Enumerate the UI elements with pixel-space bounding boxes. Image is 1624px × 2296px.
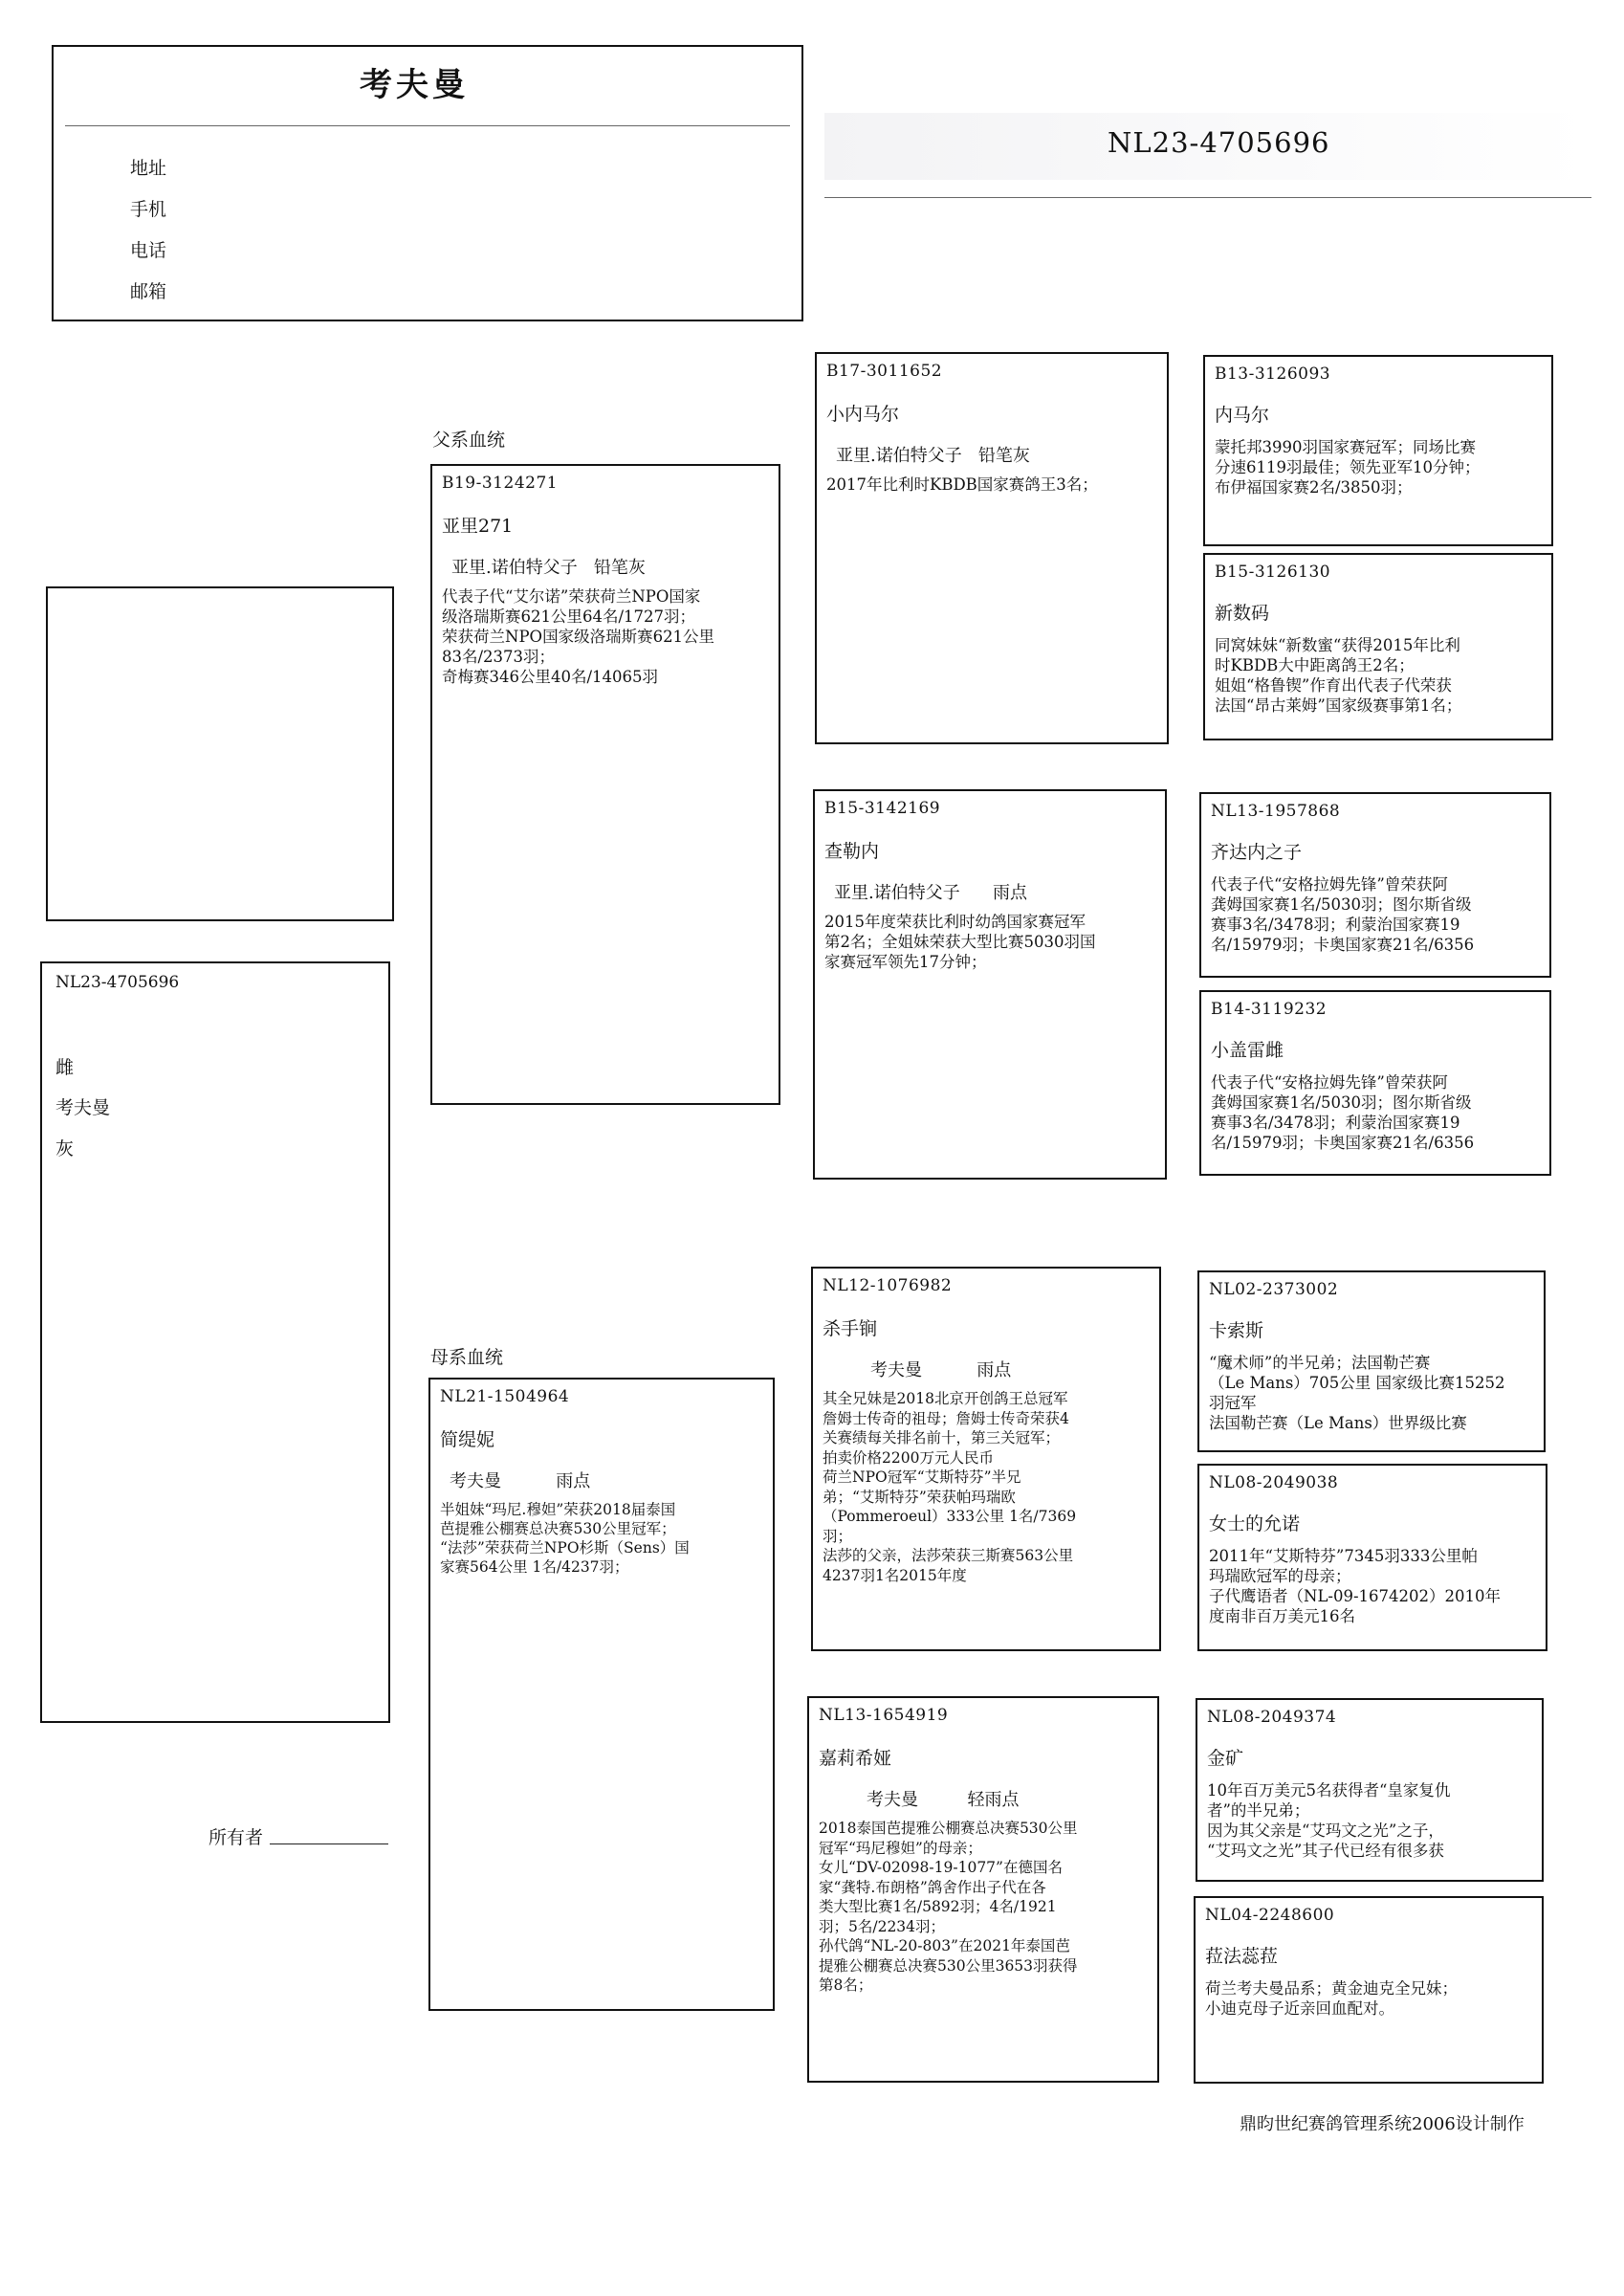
ddd-ring: NL04-2248600 [1205, 1906, 1335, 1925]
dam-sire-box [811, 1267, 1161, 1651]
sire-line-label: 父系血统 [432, 430, 506, 451]
bird-info-box [40, 961, 390, 1723]
sire-description: 代表子代“艾尔诺”荣获荷兰NPO国家 级洛瑞斯赛621公里64名/1727羽； 荣获荷兰NPO国家级洛瑞斯赛621公里 83名/2373羽； 奇梅赛346公里40名/14065羽 [442, 587, 715, 686]
photo-box [46, 586, 394, 921]
phone-label: 电话 [130, 240, 167, 261]
owner-signature-label: 所有者 [208, 1827, 264, 1848]
sire-dam-name: 查勒内 [824, 841, 880, 862]
dam-dam-sire-box [1196, 1698, 1544, 1882]
dam-sire-dam-box [1197, 1464, 1547, 1651]
sire-ring: B19-3124271 [442, 474, 559, 493]
mobile-label: 手机 [130, 199, 167, 220]
dam-ring: NL21-1504964 [440, 1387, 570, 1406]
sire-sire-ring: B17-3011652 [826, 362, 943, 381]
ddd-name: 菈法蕊菈 [1205, 1946, 1279, 1967]
bird-strain: 考夫曼 [55, 1097, 111, 1118]
ssd-ring: B15-3126130 [1215, 563, 1331, 582]
dam-description: 半姐妹“玛尼.穆妲”荣获2018届泰国 芭提雅公棚赛总决赛530公里冠军； “法莎”荣获荷兰NPO杉斯（Sens）国 家赛564公里 1名/4237羽； [440, 1501, 690, 1576]
dam-dam-name: 嘉莉希娅 [819, 1748, 892, 1769]
system-credit: 鼎昀世纪赛鸽管理系统2006设计制作 [1240, 2114, 1525, 2134]
sire-dam-sire-box [1199, 792, 1551, 978]
sds-ring: NL13-1957868 [1211, 802, 1341, 821]
sds-description: 代表子代“安格拉姆先锋”曾荣获阿 龚姆国家赛1名/5030羽；图尔斯省级 赛事3名/3478羽；利蒙治国家赛19 名/15979羽；卡奥国家赛21名/6356 [1211, 875, 1475, 954]
sire-sire-name: 小内马尔 [826, 404, 900, 425]
dam-dam-ring: NL13-1654919 [819, 1706, 949, 1725]
sdd-ring: B14-3119232 [1211, 1000, 1328, 1019]
dam-box [428, 1378, 775, 2011]
dam-sire-line: 考夫曼 雨点 [870, 1360, 1012, 1380]
sire-sire-dam-box [1203, 553, 1553, 740]
dam-dam-line: 考夫曼 轻雨点 [867, 1790, 1020, 1810]
sire-dam-box [813, 789, 1167, 1180]
sss-ring: B13-3126093 [1215, 364, 1331, 384]
dsd-ring: NL08-2049038 [1209, 1473, 1339, 1492]
sire-sire-sire-box [1203, 355, 1553, 546]
dam-dam-box [807, 1696, 1159, 2083]
dam-sire-description: 其全兄妹是2018北京开创鸽王总冠军 詹姆士传奇的祖母；詹姆士传奇荣获4 关赛绩每关排名前十，第三关冠军； 拍卖价格2200万元人民币 荷兰NPO冠军“艾斯特芬”半兄 弟；“艾斯特芬”荣获帕玛瑞欧 （Pommeroeul）333公里 1名/7369 羽； 法莎的父亲，法莎荣获三斯赛563公里 4237羽1名2015年度 [823, 1390, 1077, 1584]
dss-description: “魔术师”的半兄弟；法国勒芒赛 （Le Mans）705公里 国家级比赛15252 羽冠军 法国勒芒赛（Le Mans）世界级比赛 [1209, 1354, 1505, 1432]
bird-sex: 雌 [55, 1057, 75, 1078]
dam-line-label: 母系血统 [430, 1347, 504, 1368]
dds-name: 金矿 [1207, 1748, 1244, 1769]
dam-dam-dam-box [1194, 1896, 1544, 2084]
sire-sire-line: 亚里.诺伯特父子 铅笔灰 [836, 446, 1030, 466]
owner-divider [65, 125, 790, 126]
ring-number-title: NL23-4705696 [1108, 126, 1330, 159]
sire-dam-dam-box [1199, 990, 1551, 1176]
owner-name: 考夫曼 [360, 66, 469, 104]
bird-color: 灰 [55, 1138, 75, 1159]
sire-name: 亚里271 [442, 516, 514, 537]
email-label: 邮箱 [130, 281, 167, 302]
owner-signature-line [270, 1843, 388, 1844]
sss-description: 蒙托邦3990羽国家赛冠军；同场比赛 分速6119羽最佳；领先亚军10分钟； 布伊福国家赛2名/3850羽； [1215, 438, 1481, 497]
dam-sire-ring: NL12-1076982 [823, 1276, 953, 1295]
ssd-description: 同窝妹妹“新数蜜“获得2015年比利 时KBDB大中距离鸽王2名； 姐姐“格鲁锲”作育出代表子代荣获 法国“昂古莱姆”国家级赛事第1名； [1215, 636, 1462, 715]
bird-ring: NL23-4705696 [55, 973, 180, 992]
dam-line: 考夫曼 雨点 [450, 1471, 591, 1491]
dam-name: 简缇妮 [440, 1429, 495, 1450]
dsd-description: 2011年“艾斯特芬”7345羽333公里帕 玛瑞欧冠军的母亲； 子代鹰语者（NL-09-1674202）2010年 度南非百万美元16名 [1209, 1547, 1502, 1625]
sds-name: 齐达内之子 [1211, 842, 1303, 863]
dss-name: 卡索斯 [1209, 1320, 1264, 1341]
sire-sire-description: 2017年比利时KBDB国家赛鸽王3名； [826, 475, 1098, 494]
sire-box [430, 464, 780, 1105]
dam-sire-name: 杀手锏 [823, 1318, 878, 1339]
sdd-description: 代表子代“安格拉姆先锋”曾荣获阿 龚姆国家赛1名/5030羽；图尔斯省级 赛事3名/3478羽；利蒙治国家赛19 名/15979羽；卡奥国家赛21名/6356 [1211, 1073, 1475, 1152]
dam-dam-description: 2018泰国芭提雅公棚赛总决赛530公里 冠军“玛尼穆妲”的母亲； 女儿“DV-02098-19-1077”在德国名 家“龚特.布朗格”鸽舍作出子代在各 类大型比赛1名/5892羽；4名/1921 羽；5名/2234羽； 孙代鸽“NL-20-803”在2021年泰国芭 提雅公棚赛总决赛530公里3653羽获得 第8名； [819, 1820, 1078, 1994]
dam-sire-sire-box [1197, 1270, 1546, 1452]
dsd-name: 女士的允诺 [1209, 1513, 1301, 1534]
sss-name: 内马尔 [1215, 405, 1270, 426]
ddd-description: 荷兰考夫曼品系；黄金迪克全兄妹； 小迪克母子近亲回血配对。 [1205, 1979, 1458, 2018]
ring-number-divider [824, 197, 1591, 198]
address-label: 地址 [130, 158, 167, 179]
owner-info-box [52, 45, 803, 321]
dds-description: 10年百万美元5名获得者“皇家复仇 者”的半兄弟； 因为其父亲是“艾玛文之光”之子， “艾玛文之光”其子代已经有很多获 [1207, 1781, 1451, 1860]
sire-dam-line: 亚里.诺伯特父子 雨点 [834, 883, 1028, 903]
dds-ring: NL08-2049374 [1207, 1708, 1337, 1727]
ssd-name: 新数码 [1215, 603, 1270, 624]
sdd-name: 小盖雷雌 [1211, 1040, 1284, 1061]
sire-dam-ring: B15-3142169 [824, 799, 941, 818]
sire-sire-box [815, 352, 1169, 744]
sire-line: 亚里.诺伯特父子 铅笔灰 [451, 558, 646, 578]
sire-dam-description: 2015年度荣获比利时幼鸽国家赛冠军 第2名；全姐妹荣获大型比赛5030羽国 家赛冠军领先17分钟； [824, 913, 1096, 971]
dss-ring: NL02-2373002 [1209, 1280, 1339, 1299]
